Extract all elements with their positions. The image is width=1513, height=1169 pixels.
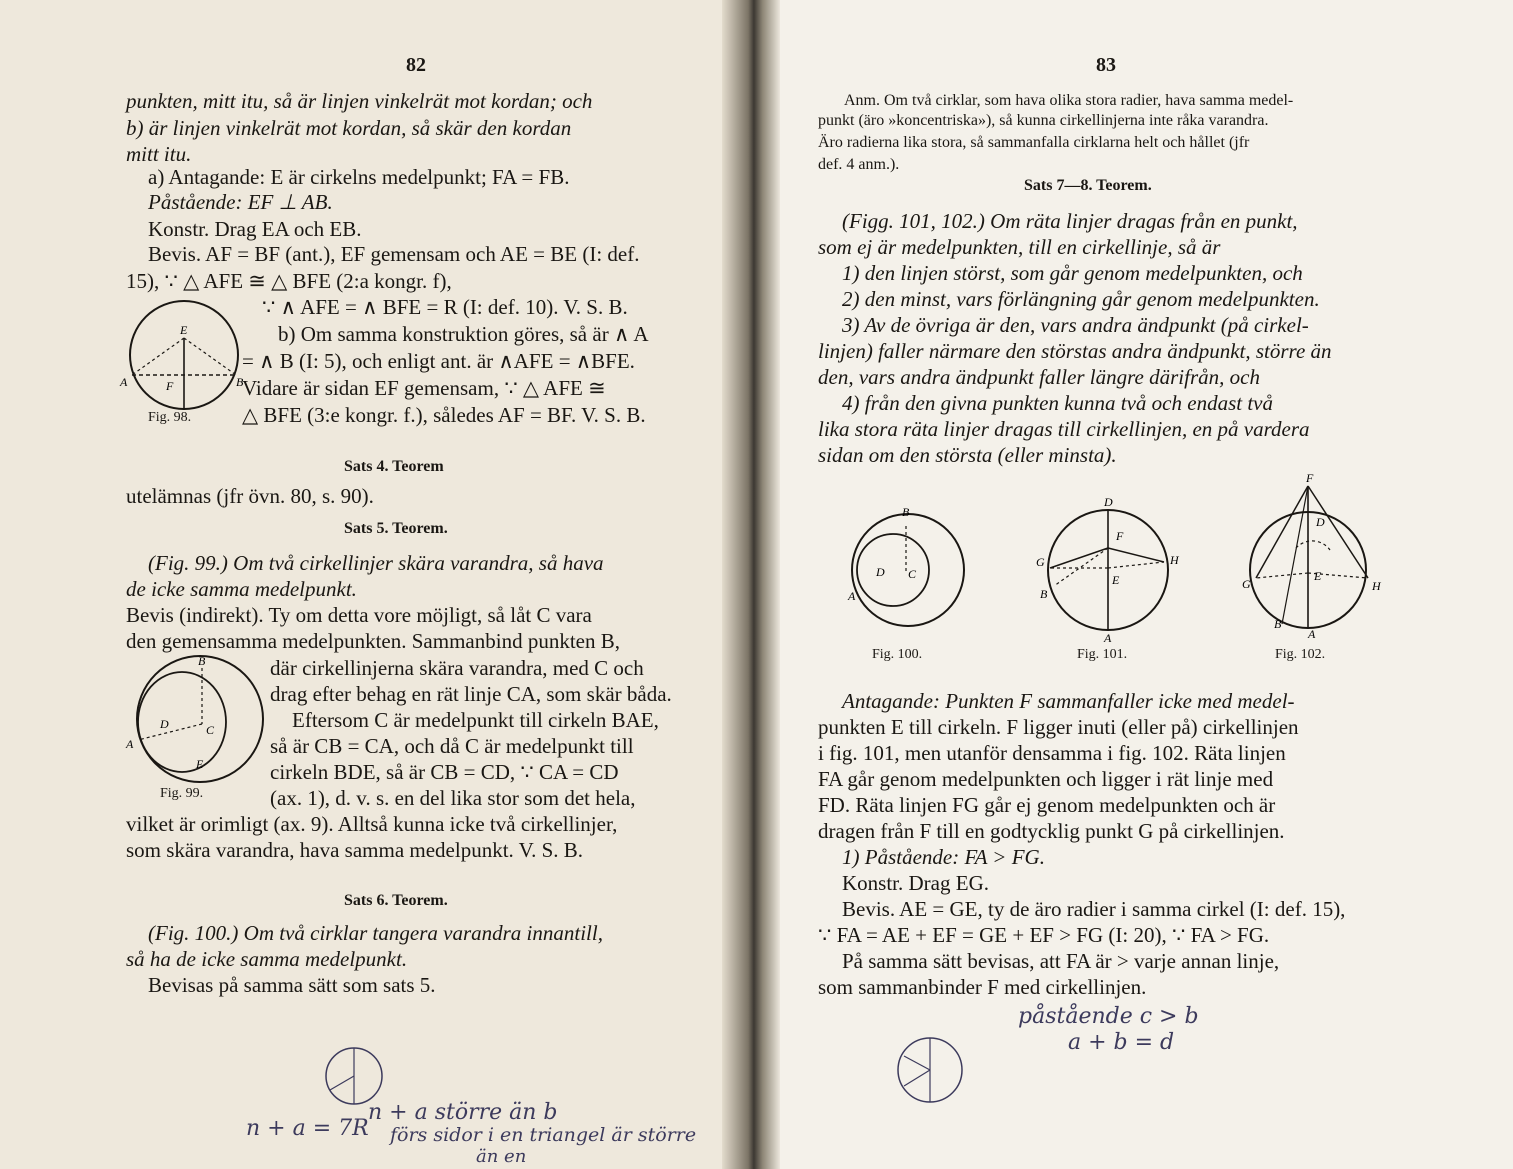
svg-text:A: A (126, 737, 134, 751)
text-line: a) Antagande: E är cirkelns medelpunkt; FA = FB. (148, 165, 570, 189)
text-line: På samma sätt bevisas, att FA är > varje annan linje, (842, 949, 1280, 973)
text-line: punkten E till cirkeln. F ligger inuti (eller på) cirkellinjen (818, 715, 1299, 739)
text-line: Bevis. AF = BF (ant.), EF gemensam och AE = BE (I: def. (148, 242, 640, 266)
svg-text:F: F (1306, 471, 1314, 485)
svg-text:C: C (206, 723, 215, 737)
text-line: de icke samma medelpunkt. (126, 577, 357, 601)
anm-line: punkt (äro »koncentriska»), så kunna cirkellinjerna inte råka varandra. (818, 112, 1269, 129)
figure-98 (120, 300, 246, 410)
svg-text:B: B (902, 505, 910, 519)
figure-100 (848, 505, 978, 638)
text-line: 1) den linjen störst, som går genom medelpunkten, och (842, 261, 1303, 285)
text-line: FA går genom medelpunkten och ligger i rät linje med (818, 767, 1274, 791)
figure-101 (1036, 495, 1186, 645)
fig-99-caption: Fig. 99. (160, 786, 204, 801)
text-line: b) är linjen vinkelrät mot kordan, så skär den kordan (126, 116, 572, 140)
svg-text:B: B (236, 375, 244, 389)
handwritten-note: förs sidor i en triangel är större (390, 1124, 697, 1146)
text-line: b) Om samma konstruktion göres, så är ∧ A (278, 322, 649, 346)
svg-text:B: B (198, 654, 206, 668)
handwritten-sketch-right (892, 1030, 972, 1110)
svg-text:D: D (1316, 515, 1325, 529)
text-line: 4) från den givna punkten kunna två och endast två (842, 391, 1273, 415)
svg-text:H: H (1372, 579, 1381, 593)
fig-98-caption: Fig. 98. (148, 410, 192, 425)
sats-6-heading: Sats 6. Teorem. (344, 892, 448, 909)
anm-line: Äro radierna lika stora, så sammanfalla cirklarna helt och hållet (jfr (818, 134, 1250, 151)
handwritten-note: n + a större än b (368, 1100, 558, 1125)
text-line: Påstående: EF ⊥ AB. (148, 190, 333, 214)
anm-line: def. 4 anm.). (818, 156, 900, 173)
handwritten-note: a + b = d (1068, 1030, 1175, 1055)
text-line: △ BFE (3:e kongr. f.), således AF = BF. V. S. B. (242, 403, 646, 427)
text-line: Eftersom C är medelpunkt till cirkeln BAE, (292, 708, 659, 732)
text-line: som ej är medelpunkten, till en cirkellinje, så är (818, 235, 1221, 259)
text-line: (Fig. 100.) Om två cirklar tangera varandra innantill, (148, 921, 603, 945)
svg-text:D: D (160, 717, 169, 731)
figure-102 (1238, 471, 1388, 641)
text-line: som sammanbinder F med cirkellinjen. (818, 975, 1147, 999)
anm-line: Anm. Om två cirklar, som hava olika stora radier, hava samma medel- (844, 92, 1294, 109)
text-line: som skära varandra, hava samma medelpunkt. V. S. B. (126, 838, 584, 862)
text-line: 15), ∵ △ AFE ≅ △ BFE (2:a kongr. f), (126, 269, 452, 293)
svg-text:H: H (1170, 553, 1179, 567)
text-line: vilket är orimligt (ax. 9). Alltså kunna icke två cirkellinjer, (126, 812, 618, 836)
sats-7-8-heading: Sats 7—8. Teorem. (1024, 177, 1152, 194)
text-line: Vidare är sidan EF gemensam, ∵ △ AFE ≅ (242, 376, 606, 400)
svg-text:B: B (1040, 587, 1048, 601)
svg-text:G: G (1036, 555, 1045, 569)
svg-text:F: F (1116, 529, 1124, 543)
text-line: den gemensamma medelpunkten. Sammanbind punkten B, (126, 629, 620, 653)
svg-text:E: E (1314, 569, 1322, 583)
text-line: mitt itu. (126, 142, 192, 166)
svg-text:D: D (1104, 495, 1113, 509)
text-line: så ha de icke samma medelpunkt. (126, 947, 408, 971)
svg-text:F: F (166, 379, 174, 393)
text-line: dragen från F till en godtycklig punkt G på cirkellinjen. (818, 819, 1285, 843)
svg-text:B: B (1274, 617, 1282, 631)
page-number-right: 83 (1096, 54, 1116, 76)
text-line: Bevisas på samma sätt som sats 5. (148, 973, 436, 997)
svg-text:G: G (1242, 577, 1251, 591)
svg-text:D: D (876, 565, 885, 579)
text-line: 2) den minst, vars förlängning går genom medelpunkten. (842, 287, 1320, 311)
text-line: Konstr. Drag EA och EB. (148, 217, 362, 241)
text-line: Antagande: Punkten F sammanfaller icke med medel- (842, 689, 1295, 713)
text-line: cirkeln BDE, så är CB = CD, ∵ CA = CD (270, 760, 619, 784)
fig-100-caption: Fig. 100. (872, 647, 923, 662)
sats-4-heading: Sats 4. Teorem (344, 458, 444, 475)
fig-102-caption: Fig. 102. (1275, 647, 1326, 662)
text-line: Bevis (indirekt). Ty om detta vore möjligt, så låt C vara (126, 603, 592, 627)
svg-text:A: A (848, 589, 856, 603)
svg-text:A: A (120, 375, 128, 389)
svg-text:E: E (196, 757, 204, 771)
svg-text:E: E (1112, 573, 1120, 587)
text-line: sidan om den största (eller minsta). (818, 443, 1117, 467)
text-line: drag efter behag en rät linje CA, som skär båda. (270, 682, 672, 706)
book-gutter (722, 0, 780, 1169)
text-line: ∵ ∧ AFE = ∧ BFE = R (I: def. 10). V. S. B. (262, 295, 628, 319)
figure-99 (126, 654, 270, 782)
text-line: = ∧ B (I: 5), och enligt ant. är ∧AFE = ∧BFE. (242, 349, 635, 373)
fig-101-caption: Fig. 101. (1077, 647, 1128, 662)
sats-5-heading: Sats 5. Teorem. (344, 520, 448, 537)
svg-text:A: A (1308, 627, 1316, 641)
svg-text:A: A (1104, 631, 1112, 645)
text-line: 1) Påstående: FA > FG. (842, 845, 1045, 869)
text-line: ∵ FA = AE + EF = GE + EF > FG (I: 20), ∵ FA > FG. (818, 923, 1270, 947)
text-line: punkten, mitt itu, så är linjen vinkelrät mot kordan; och (126, 89, 593, 113)
text-line: där cirkellinjerna skära varandra, med C och (270, 656, 644, 680)
text-line: (Figg. 101, 102.) Om räta linjer dragas från en punkt, (842, 209, 1298, 233)
text-line: (ax. 1), d. v. s. en del lika stor som det hela, (270, 786, 636, 810)
text-line: FD. Räta linjen FG går ej genom medelpunkten och är (818, 793, 1276, 817)
handwritten-note: n + a = 7R (246, 1116, 369, 1141)
page-number-left: 82 (406, 54, 426, 76)
text-line: utelämnas (jfr övn. 80, s. 90). (126, 484, 374, 508)
text-line: Bevis. AE = GE, ty de äro radier i samma cirkel (I: def. 15), (842, 897, 1346, 921)
svg-text:E: E (180, 323, 188, 337)
text-line: linjen) faller närmare den störstas andra ändpunkt, större än (818, 339, 1332, 363)
text-line: Konstr. Drag EG. (842, 871, 989, 895)
text-line: så är CB = CA, och då C är medelpunkt till (270, 734, 634, 758)
text-line: i fig. 101, men utanför densamma i fig. 102. Räta linjen (818, 741, 1286, 765)
text-line: lika stora räta linjer dragas till cirkellinjen, en på vardera (818, 417, 1310, 441)
text-line: (Fig. 99.) Om två cirkellinjer skära varandra, så hava (148, 551, 604, 575)
svg-text:C: C (908, 567, 917, 581)
handwritten-note: påstående c > b (1018, 1004, 1199, 1029)
handwritten-note: än en (476, 1146, 527, 1167)
text-line: 3) Av de övriga är den, vars andra ändpunkt (på cirkel- (842, 313, 1309, 337)
text-line: den, vars andra ändpunkt faller längre därifrån, och (818, 365, 1260, 389)
